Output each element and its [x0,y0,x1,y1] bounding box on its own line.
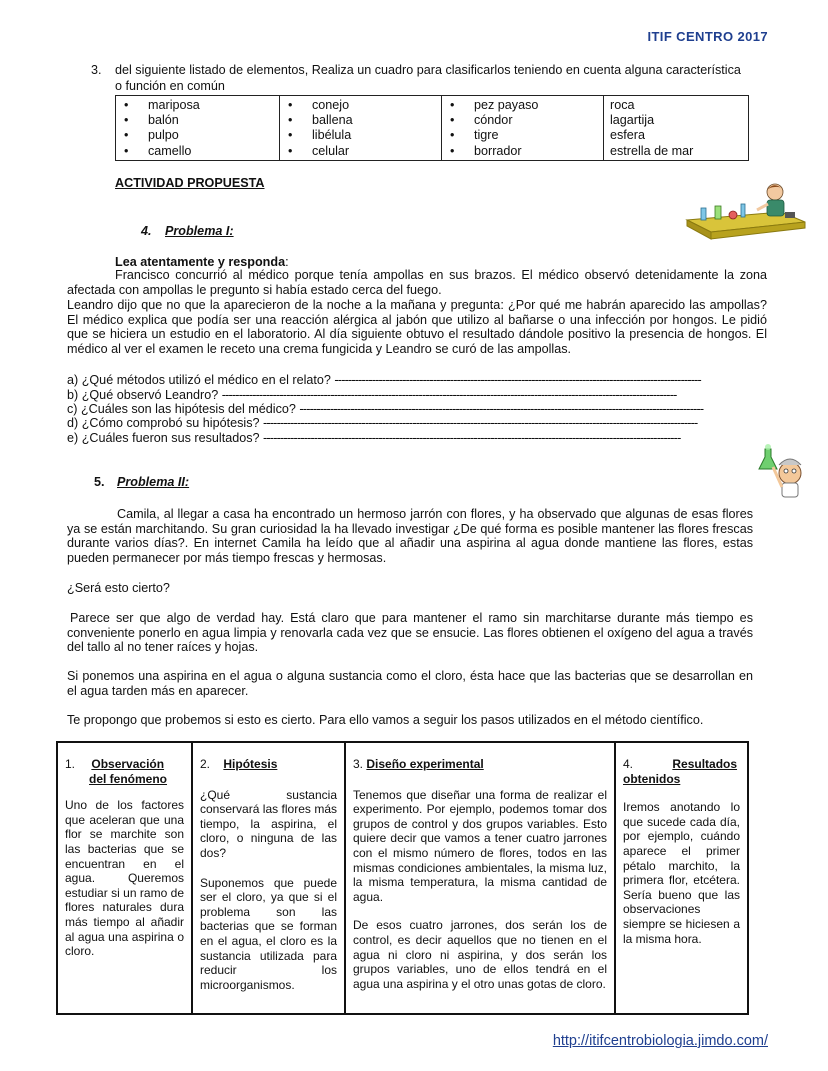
element-item: estrella de mar [610,143,694,158]
observation-number: 1. [65,757,76,771]
elements-column-4 [604,96,749,161]
method-column-hypothesis [192,742,345,1014]
page-header-title: ITIF CENTRO 2017 [647,29,768,44]
problem1-title: Problema I: [165,224,234,238]
element-item: • libélula [288,128,435,143]
element-item: • balón [124,113,273,128]
elements-column-1 [116,96,280,161]
design-number: 3. [353,757,364,771]
problem1-number: 4. [141,224,152,238]
element-item: • camello [124,144,273,159]
question-e-text: e) ¿Cuáles fueron sus resultados? [67,431,260,445]
activity-title: ACTIVIDAD PROPUESTA [115,176,265,190]
problem1-paragraph-1: Francisco concurrió al médico porque tenía ampollas en sus brazos. El médico observó detenidamente la zona afectada con ampollas le pregunto si había estado cerca del fuego. [67,268,767,297]
question-e [67,431,743,446]
section3-instruction-line1: del siguiente listado de elementos, Realiza un cuadro para clasificarlos teniendo en cuenta alguna característica [115,63,741,77]
problem1-lead-colon: : [285,255,289,269]
problem2-number: 5. [94,475,105,489]
elements-column-3 [442,96,604,161]
element-item: • cóndor [450,113,597,128]
element-item: esfera [610,128,646,143]
element-item: roca [610,98,635,112]
method-column-results [615,742,748,1014]
method-column-design [345,742,615,1014]
element-item: • conejo [288,98,435,113]
results-number: 4. [623,757,634,771]
answer-line[interactable]: ----------------------------------------------------------------------------------------------------------------------- [299,402,704,416]
hypothesis-text-2: Suponemos que puede ser el cloro, ya que si el problema son las bacterias que se forman en el agua, el cloro es la sustancia utilizada para reducir los microorganismos. [200,875,337,992]
question-b-text: b) ¿Qué observó Leandro? [67,388,219,402]
lab-scientist-clipart-icon [685,182,807,244]
answer-line[interactable]: -------------------------------------------------------------------------------------------------------------------------------------- [221,388,677,402]
question-b [67,388,739,403]
element-item: • pulpo [124,128,273,143]
elements-table [115,95,749,161]
question-d [67,416,747,431]
design-heading: Diseño experimental [366,757,484,771]
hypothesis-text-1: ¿Qué sustancia conservará las flores más tiempo, la aspirina, el cloro, o ninguna de las dos? [200,787,337,860]
question-a-text: a) ¿Qué métodos utilizó el médico en el relato? [67,373,331,387]
element-item: lagartija [610,113,655,128]
answer-line[interactable]: -------------------------------------------------------------------------------------------------------------------------------- [263,416,698,430]
element-item: • pez payaso [450,98,597,113]
design-text-2: De esos cuatro jarrones, dos serán los de control, es decir aquellos que no tienen en el agua ni cloro ni aspirina, y dos serán los grupos variables, uno de ellos tendrá en el agua una aspirina y el otro unas gotas de cloro. [353,918,607,991]
results-heading-a: Resultados [672,757,738,771]
results-heading-b: obtenidos [623,771,681,786]
problem2-paragraph-4: Si ponemos una aspirina en el agua o alguna sustancia como el cloro, ésta hace que las bacterias que se desarrollan en el agua tarden más en aparecer. [67,669,753,698]
footer-website-link[interactable]: http://itifcentrobiologia.jimdo.com/ [552,1033,768,1049]
answer-line[interactable]: ------------------------------------------------------------------------------------------------------------ [334,373,701,387]
observation-heading-b: del fenómeno [89,771,168,786]
scientific-method-table [56,741,749,1015]
elements-column-2 [280,96,442,161]
question-d-text: d) ¿Cómo comprobó su hipótesis? [67,416,260,430]
section3-instruction-line2: o función en común [115,79,225,93]
element-item: • tigre [450,128,597,143]
problem2-title: Problema II: [117,475,190,489]
observation-heading-a: Observación [91,757,165,771]
problem1-lead-text: Lea atentamente y responda [115,255,286,269]
question-a [67,373,739,388]
design-header [353,757,607,772]
problem2-paragraph-1: Camila, al llegar a casa ha encontrado un hermoso jarrón con flores, y ha observado que algunas de esas flores ya se están marchitando. Su gran curiosidad la ha llevado investigar ¿De qué forma es posible mantener las flores frescas durante varios días?. En internet Camila ha leído que al añadir una aspirina al agua donde mantiene las flores, estas pueden permanecer por más tiempo frescas y hermosas. [67,507,753,565]
scientist-flask-clipart-icon [757,443,807,499]
element-item: • ballena [288,113,435,128]
element-item: • celular [288,144,435,159]
problem1-paragraph-2: Leandro dijo que no que la aparecieron de la noche a la mañana y pregunta: ¿Por qué me habrán aparecido las ampollas? El médico explica que podía ser una reacción alérgica al jabón que utilizo al bañarse o una infección por hongos. Le pidió que se hiciera un estudio en el laboratorio. Al día siguiente obtuvo el resultado dándole positivo la presencia de hongos. El médico al ver el examen le receto una crema fungicida y Leandro se curó de las ampollas. [67,298,767,356]
question-c [67,402,743,417]
observation-text: Uno de los factores que aceleran que una flor se marchite son las bacterias que se encuentran en el agua. Queremos estudiar si un ramo de flores naturales dura más tiempo al añadir al agua una aspirina o cloro. [65,798,184,959]
element-item: • borrador [450,144,597,159]
problem2-paragraph-5: Te propongo que probemos si esto es cierto. Para ello vamos a seguir los pasos utilizados en el método científico. [67,713,704,727]
element-item: • mariposa [124,98,273,113]
answer-line[interactable]: --------------------------------------------------------------------------------------------------------------------------- [263,431,681,445]
observation-header [65,757,184,786]
problem2-paragraph-3: Parece ser que algo de verdad hay. Está claro que para mantener el ramo sin marchitarse durante más tiempo es conveniente ponerlo en agua limpia y renovarla cada vez que se ensucie. Las flores obtienen el oxígeno del agua a través del tallo al no tener raíces y hojas. [67,611,753,655]
section3-number: 3. [91,63,102,77]
results-text: Iremos anotando lo que sucede cada día, por ejemplo, cuándo aparece el primer pétalo marchito, la primera flor, etcétera. Sería bueno que las observaciones siempre se hiciesen a la misma hora. [623,800,740,946]
hypothesis-heading: Hipótesis [223,757,278,771]
problem2-paragraph-2: ¿Será esto cierto? [67,581,170,595]
hypothesis-number: 2. [200,757,211,771]
design-text-1: Tenemos que diseñar una forma de realizar el experimento. Por ejemplo, podemos tomar dos grupos de control y dos grupos variables. Esto quiere decir que vamos a tener cuatro jarrones con el mismo número de flores, todos en las mismas condiciones ambientales, la misma luz, la misma temperatura, la misma cantidad de agua. [353,787,607,904]
hypothesis-header [200,757,337,772]
question-c-text: c) ¿Cuáles son las hipótesis del médico? [67,402,296,416]
results-header [623,757,740,786]
method-column-observation [57,742,192,1014]
